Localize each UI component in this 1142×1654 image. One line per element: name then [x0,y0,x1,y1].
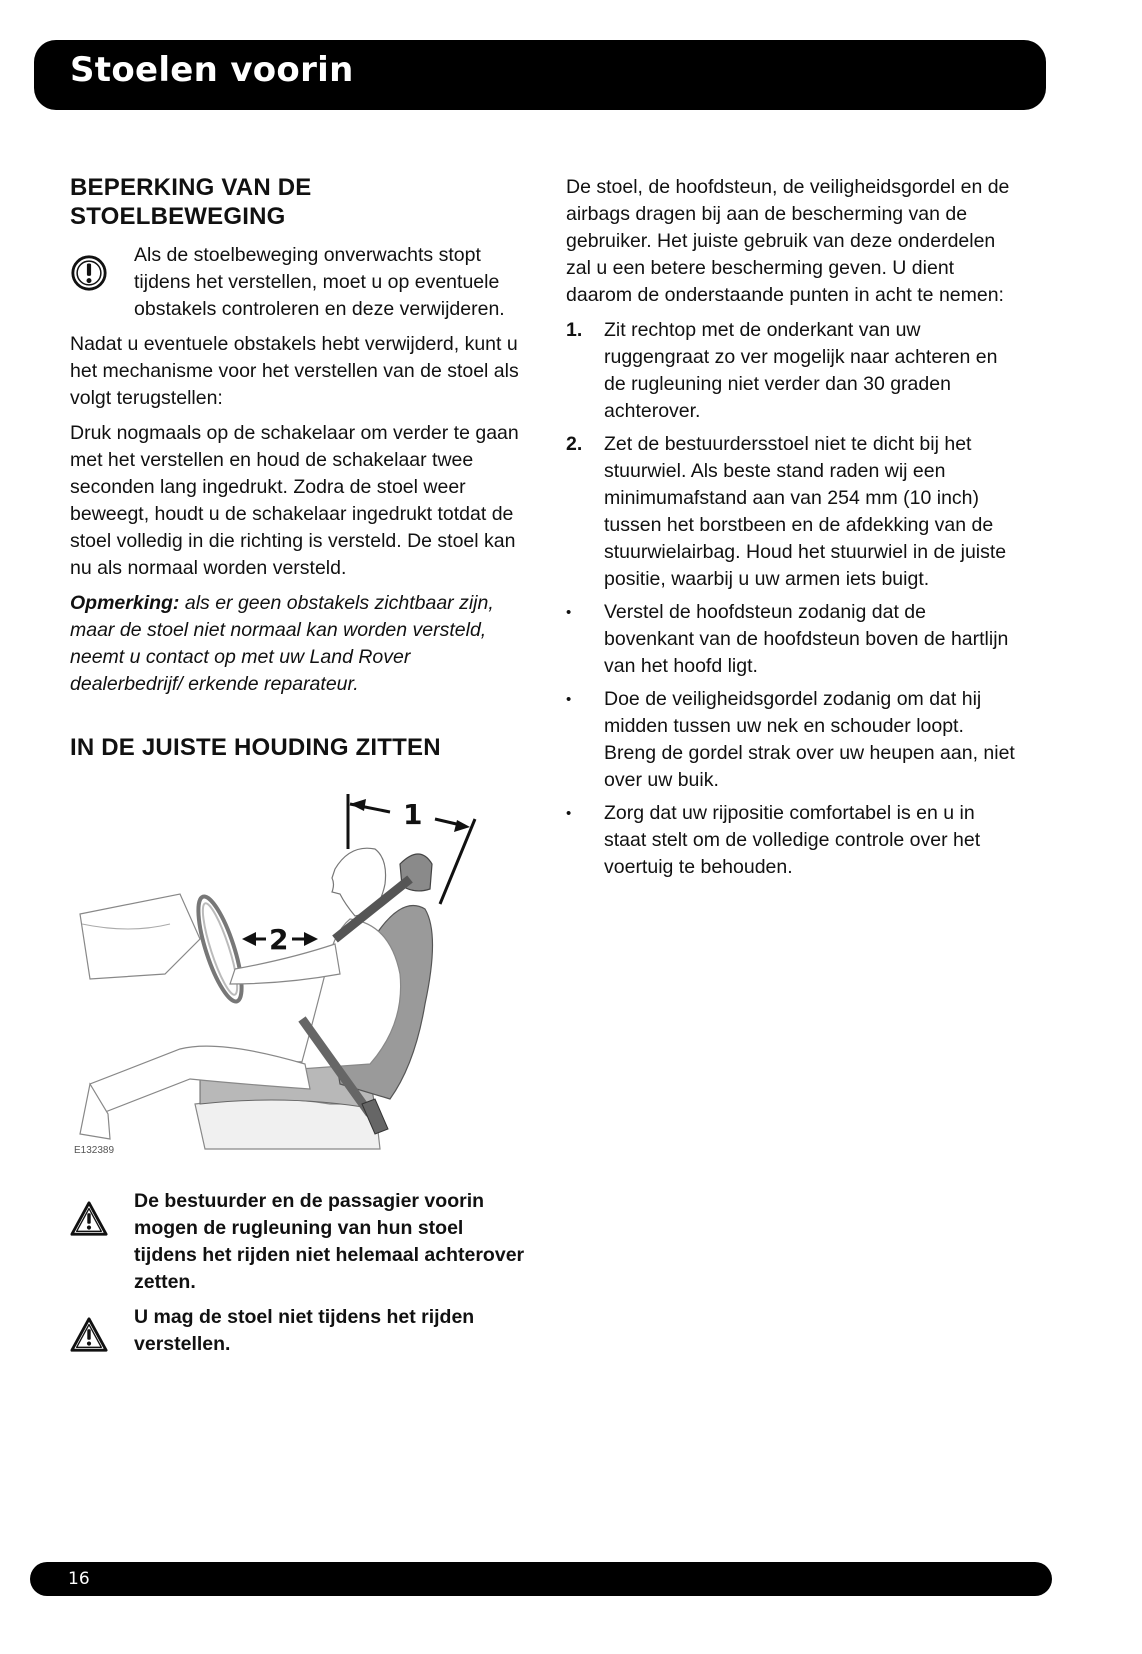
step-text: Zit rechtop met de onderkant van uw ruggengraat zo ver mogelijk naar achteren en de rugleuning niet verder dan 30 graden achterover. [604,319,998,422]
intro-paragraph: De stoel, de hoofdsteun, de veiligheidsgordel en de airbags dragen bij aan de bescherming van de gebruiker. Het juiste gebruik van deze onderdelen zal u een betere bescherming geven. U dient daarom de onderstaande punten in acht te nemen: [566,176,1010,306]
seating-position-illustration [70,774,525,1164]
left-column [70,174,525,1366]
bullet-text: Verstel de hoofdsteun zodanig dat de bovenkant van de hoofdsteun boven de hartlijn van het hoofd ligt. [604,601,1009,677]
step-number: 1. [566,319,583,341]
right-column [566,174,1016,887]
section-heading-posture: IN DE JUISTE HOUDING ZITTEN [70,733,441,761]
warning-text-adjust: U mag de stoel niet tijdens het rijden verstellen. [134,1306,475,1356]
footer-bar [30,1562,1052,1596]
figure-code: E132389 [74,1145,115,1157]
page-title: Stoelen voorin [70,50,354,90]
warning-triangle-icon [70,1316,108,1354]
warning-notice-recline [70,1188,525,1296]
dimension-label-2: 2 [269,923,289,957]
header-bar [34,40,1046,110]
note-paragraph [70,590,525,698]
caution-notice [70,242,525,323]
paragraph-reset: Nadat u eventuele obstakels hebt verwijderd, kunt u het mechanisme voor het verstellen van de stoel als volgt terugstellen: [70,332,519,409]
note-label: Opmerking: [70,591,180,614]
caution-text: Als de stoelbeweging onverwachts stopt tijdens het verstellen, moet u op eventuele obstakels controleren en deze verwijderen. [134,243,505,320]
note-text: als er geen obstakels zichtbaar zijn, maar de stoel niet normaal kan worden versteld, neemt u contact op met uw Land Rover dealerbedrijf/ erkende reparateur. [70,591,494,695]
bullet-list [566,599,1016,881]
warning-text-recline: De bestuurder en de passagier voorin mogen de rugleuning van hun stoel tijdens het rijden niet helemaal achterover zetten. [134,1190,525,1294]
step-text: Zet de bestuurdersstoel niet te dicht bij het stuurwiel. Als beste stand raden wij een minimumafstand aan van 254 mm (10 inch) tussen het borstbeen en de afdekking van de stuurwielairbag. Houd het stuurwiel in de juiste positie, waarbij u uw armen iets buigt. [604,433,1007,590]
page-number: 16 [68,1569,90,1589]
caution-exclamation-icon [70,254,108,292]
driver-seat-diagram [70,774,525,1164]
bullet-icon: • [566,805,572,822]
bullet-icon: • [566,691,572,708]
dimension-label-1: 1 [403,798,423,832]
list-item [566,317,1016,425]
bullet-icon: • [566,604,572,621]
list-item [566,599,1016,680]
warning-triangle-icon [70,1200,108,1238]
warning-notice-adjust [70,1304,525,1358]
step-number: 2. [566,433,583,455]
bullet-text: Zorg dat uw rijpositie comfortabel is en u in staat stelt om de volledige controle over het voertuig te behouden. [604,802,981,878]
section-heading-seat-movement: BEPERKING VAN DE STOELBEWEGING [70,174,312,230]
list-item [566,431,1016,593]
bullet-text: Doe de veiligheidsgordel zodanig om dat hij midden tussen uw nek en schouder loopt. Breng de gordel strak over uw heupen aan, niet over uw buik. [604,688,1015,791]
list-item [566,800,1016,881]
paragraph-switch: Druk nogmaals op de schakelaar om verder te gaan met het verstellen en houd de schakelaar twee seconden lang ingedrukt. Zodra de stoel weer beweegt, houdt u de schakelaar ingedrukt totdat de stoel volledig in die richting is versteld. De stoel kan nu als normaal worden versteld. [70,421,519,579]
list-item [566,686,1016,794]
numbered-steps [566,317,1016,593]
